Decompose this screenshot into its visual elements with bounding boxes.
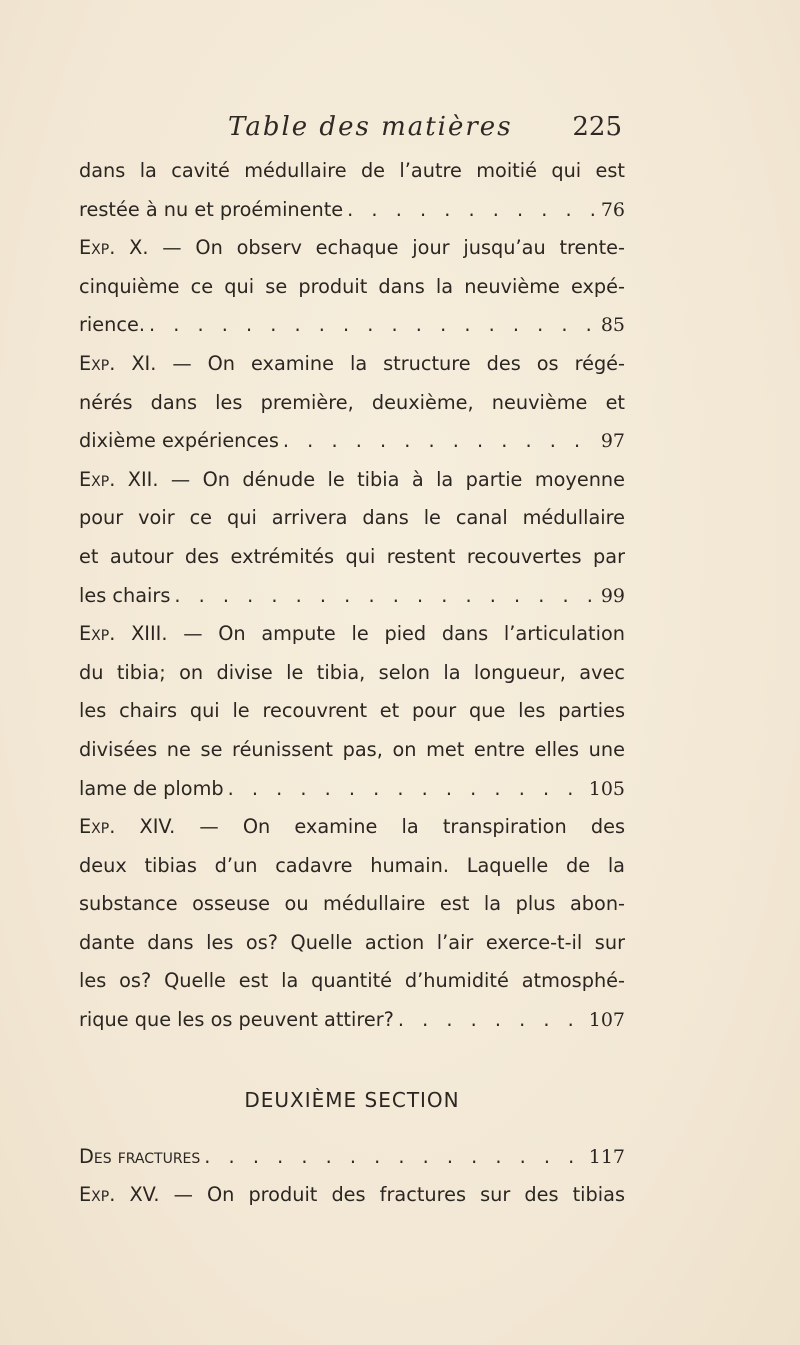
dot-leader <box>343 191 595 230</box>
toc-entry-line: les os? Quelle est la quantité d’humidité atmosphé- <box>79 969 625 993</box>
toc-entry-line: du tibia; on divise le tibia, selon la longueur, avec <box>79 660 625 684</box>
toc-page-number: 85 <box>600 314 625 337</box>
toc-entry-line: deux tibias d’un cadavre humain. Laquelle de la <box>79 853 625 877</box>
toc-entry-line: nérés dans les première, deuxième, neuvième et <box>79 390 625 414</box>
toc-entry <box>79 808 625 1040</box>
table-of-contents <box>79 152 625 1215</box>
toc-entry-line: substance osseuse ou médullaire est la plus abon- <box>79 892 625 916</box>
toc-entry-line: les chairs qui le recouvrent et pour que les parties <box>79 699 625 723</box>
dot-leader <box>145 306 595 345</box>
toc-entry <box>79 1138 625 1177</box>
toc-entry-line: Exp. X. — On observ echaque jour jusqu’au trente- <box>79 236 625 260</box>
toc-entry-line: Exp. XIII. — On ampute le pied dans l’articulation <box>79 622 625 646</box>
toc-entry-last-line[interactable] <box>79 770 625 809</box>
toc-entry-last-line[interactable] <box>79 422 625 461</box>
toc-entry-line: Exp. XI. — On examine la structure des os régé- <box>79 351 625 375</box>
dot-leader <box>224 770 583 809</box>
toc-entry-title-end: les chairs <box>79 583 171 607</box>
toc-entry-last-line[interactable] <box>79 577 625 616</box>
toc-entry-title-end: rique que les os peuvent attirer? <box>79 1008 394 1032</box>
toc-entry-last-line[interactable] <box>79 306 625 345</box>
toc-page-number: 76 <box>600 198 625 221</box>
toc-page-number: 99 <box>600 584 625 607</box>
toc-page-number: 117 <box>588 1145 625 1168</box>
toc-entry-line: divisées ne se réunissent pas, on met entre elles une <box>79 737 625 761</box>
toc-page-number: 107 <box>588 1009 625 1032</box>
toc-entry-last-line[interactable] <box>79 1138 625 1177</box>
dot-leader <box>279 422 595 461</box>
toc-entry <box>79 152 625 229</box>
section-heading: DEUXIÈME SECTION <box>244 1087 460 1112</box>
toc-entry-last-line[interactable] <box>79 191 625 230</box>
running-title: Table des matières <box>228 112 513 142</box>
toc-page-number: 105 <box>588 777 625 800</box>
toc-entry <box>79 461 625 615</box>
toc-entry-title-end: Des fractures <box>79 1144 201 1168</box>
dot-leader <box>394 1001 583 1040</box>
toc-entry-line: dans la cavité médullaire de l’autre moitié qui est <box>79 159 625 182</box>
toc-entries <box>79 152 625 1040</box>
toc-entry-line: et autour des extrémités qui restent recouvertes par <box>79 544 625 568</box>
page-number: 225 <box>572 112 622 142</box>
section-toc-entries <box>79 1138 625 1177</box>
toc-entry <box>79 229 625 345</box>
toc-entry-line: Exp. XII. — On dénude le tibia à la partie moyenne <box>79 467 625 491</box>
toc-entry-title-end: restée à nu et proéminente <box>79 197 344 221</box>
toc-entry <box>79 345 625 461</box>
toc-entry-line: dante dans les os? Quelle action l’air exerce-t-il sur <box>79 930 625 954</box>
toc-entry-line: cinquième ce qui se produit dans la neuvième expé- <box>79 274 625 298</box>
dot-leader <box>170 577 594 616</box>
toc-entry-last-line[interactable] <box>79 1001 625 1040</box>
toc-entry-title-end: dixième expériences <box>79 429 279 453</box>
toc-page-number: 97 <box>600 430 625 453</box>
toc-entry-line: pour voir ce qui arrivera dans le canal médullaire <box>79 506 625 530</box>
toc-entry-line: Exp. XIV. — On examine la transpiration des <box>79 815 625 839</box>
toc-entry <box>79 615 625 808</box>
trailing-line: Exp. XV. — On produit des fractures sur des tibias <box>79 1183 625 1207</box>
page-header <box>0 112 800 152</box>
dot-leader <box>200 1138 582 1177</box>
toc-entry-title-end: lame de plomb <box>79 776 224 800</box>
toc-entry-title-end: rience. <box>79 313 145 337</box>
